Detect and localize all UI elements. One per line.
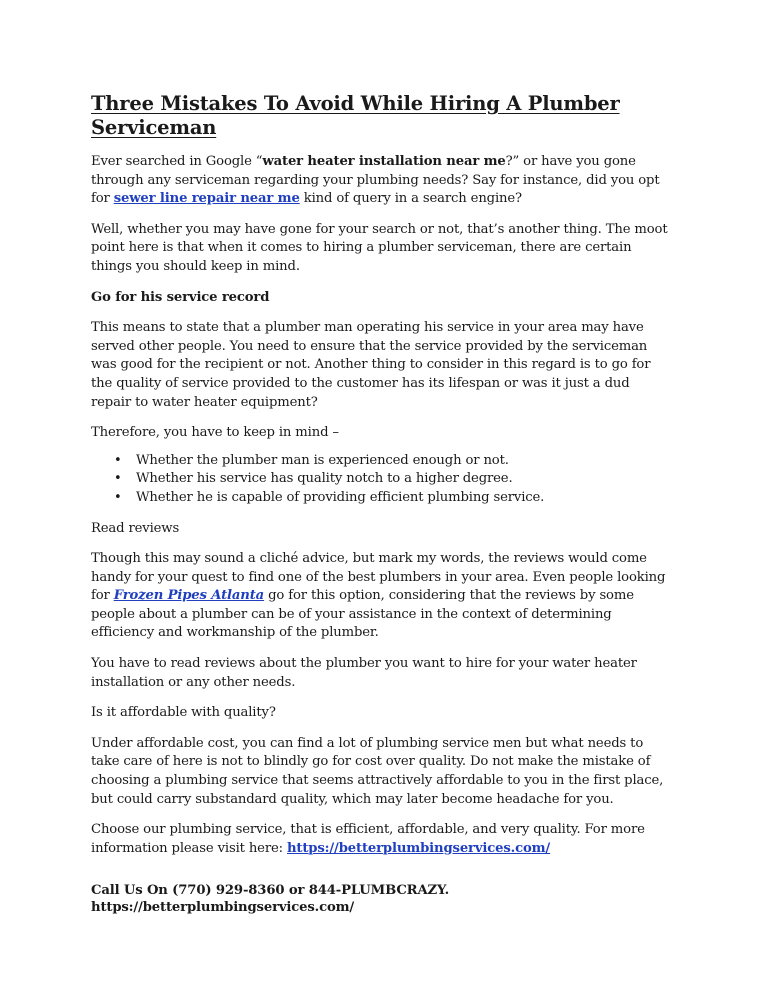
heading-affordable: Is it affordable with quality? (91, 705, 276, 721)
intro-paragraph (91, 153, 672, 209)
website-link[interactable]: https://betterplumbingservices.com/ (286, 840, 551, 856)
paragraph-8-text: Choose our plumbing service, that is efficient, affordable, and very quality. For more information please visit here: (91, 822, 645, 856)
paragraph-5-text-1: Though this may sound a cliché advice, but mark my words, the reviews would come handy for your quest to find one of the best plumbers in your area. Even people looking for (91, 551, 666, 604)
heading-service-record-text: Go for his service record (91, 289, 270, 305)
paragraph-7: Under affordable cost, you can find a lot of plumbing service men but what needs to take care of here is not to blindly go for cost over quality. Do not make the mistake of choosing a plumbing service that seems attractively affordable to you in the first place, but could carry substandard quality, which may later become headache for you. (91, 735, 664, 807)
frozen-pipes-atlanta-link[interactable]: Frozen Pipes Atlanta (113, 588, 265, 604)
bullet-list (91, 452, 672, 508)
paragraph-2: Well, whether you may have gone for your search or not, that’s another thing. The moot point here is that when it comes to hiring a plumber serviceman, there are certain things you should keep in mind. (91, 221, 668, 274)
list-item: • Whether his service has quality notch to a higher degree. (136, 470, 672, 489)
contact-phone: Call Us On (770) 929-8360 or 844-PLUMBCRAZY. (91, 883, 450, 899)
page-title: Three Mistakes To Avoid While Hiring A Plumber Serviceman (91, 92, 620, 139)
paragraph-8 (91, 821, 672, 858)
list-item: • Whether the plumber man is experienced enough or not. (136, 452, 672, 471)
paragraph-5 (91, 550, 672, 643)
heading-service-record (91, 289, 672, 308)
paragraph-5-text-2: go for this option, considering that the reviews by some people about a plumber can be of your assistance in the context of determining efficiency and workmanship of the plumber. (91, 588, 634, 641)
intro-text-3: kind of query in a search engine? (299, 191, 522, 207)
intro-bold-query: water heater installation near me (262, 154, 506, 169)
list-item: • Whether he is capable of providing efficient plumbing service. (136, 489, 672, 508)
sewer-line-repair-link[interactable]: sewer line repair near me (113, 191, 300, 207)
contact-footer (91, 882, 672, 916)
paragraph-4: Therefore, you have to keep in mind – (91, 425, 339, 441)
contact-url: https://betterplumbingservices.com/ (91, 900, 355, 916)
heading-read-reviews: Read reviews (91, 520, 180, 536)
intro-text-1: Ever searched in Google “ (91, 154, 263, 169)
paragraph-6: You have to read reviews about the plumber you want to hire for your water heater installation or any other needs. (91, 656, 637, 690)
intro-text-2: ?” or have you gone through any serviceman regarding your plumbing needs? Say for instance, did you opt for (91, 154, 660, 207)
paragraph-3: This means to state that a plumber man operating his service in your area may have served other people. You need to ensure that the service provided by the serviceman was good for the recipient or not. Another thing to consider in this regard is to go for the quality of service provided to the customer has its lifespan or was it just a dud repair to water heater equipment? (91, 320, 651, 410)
